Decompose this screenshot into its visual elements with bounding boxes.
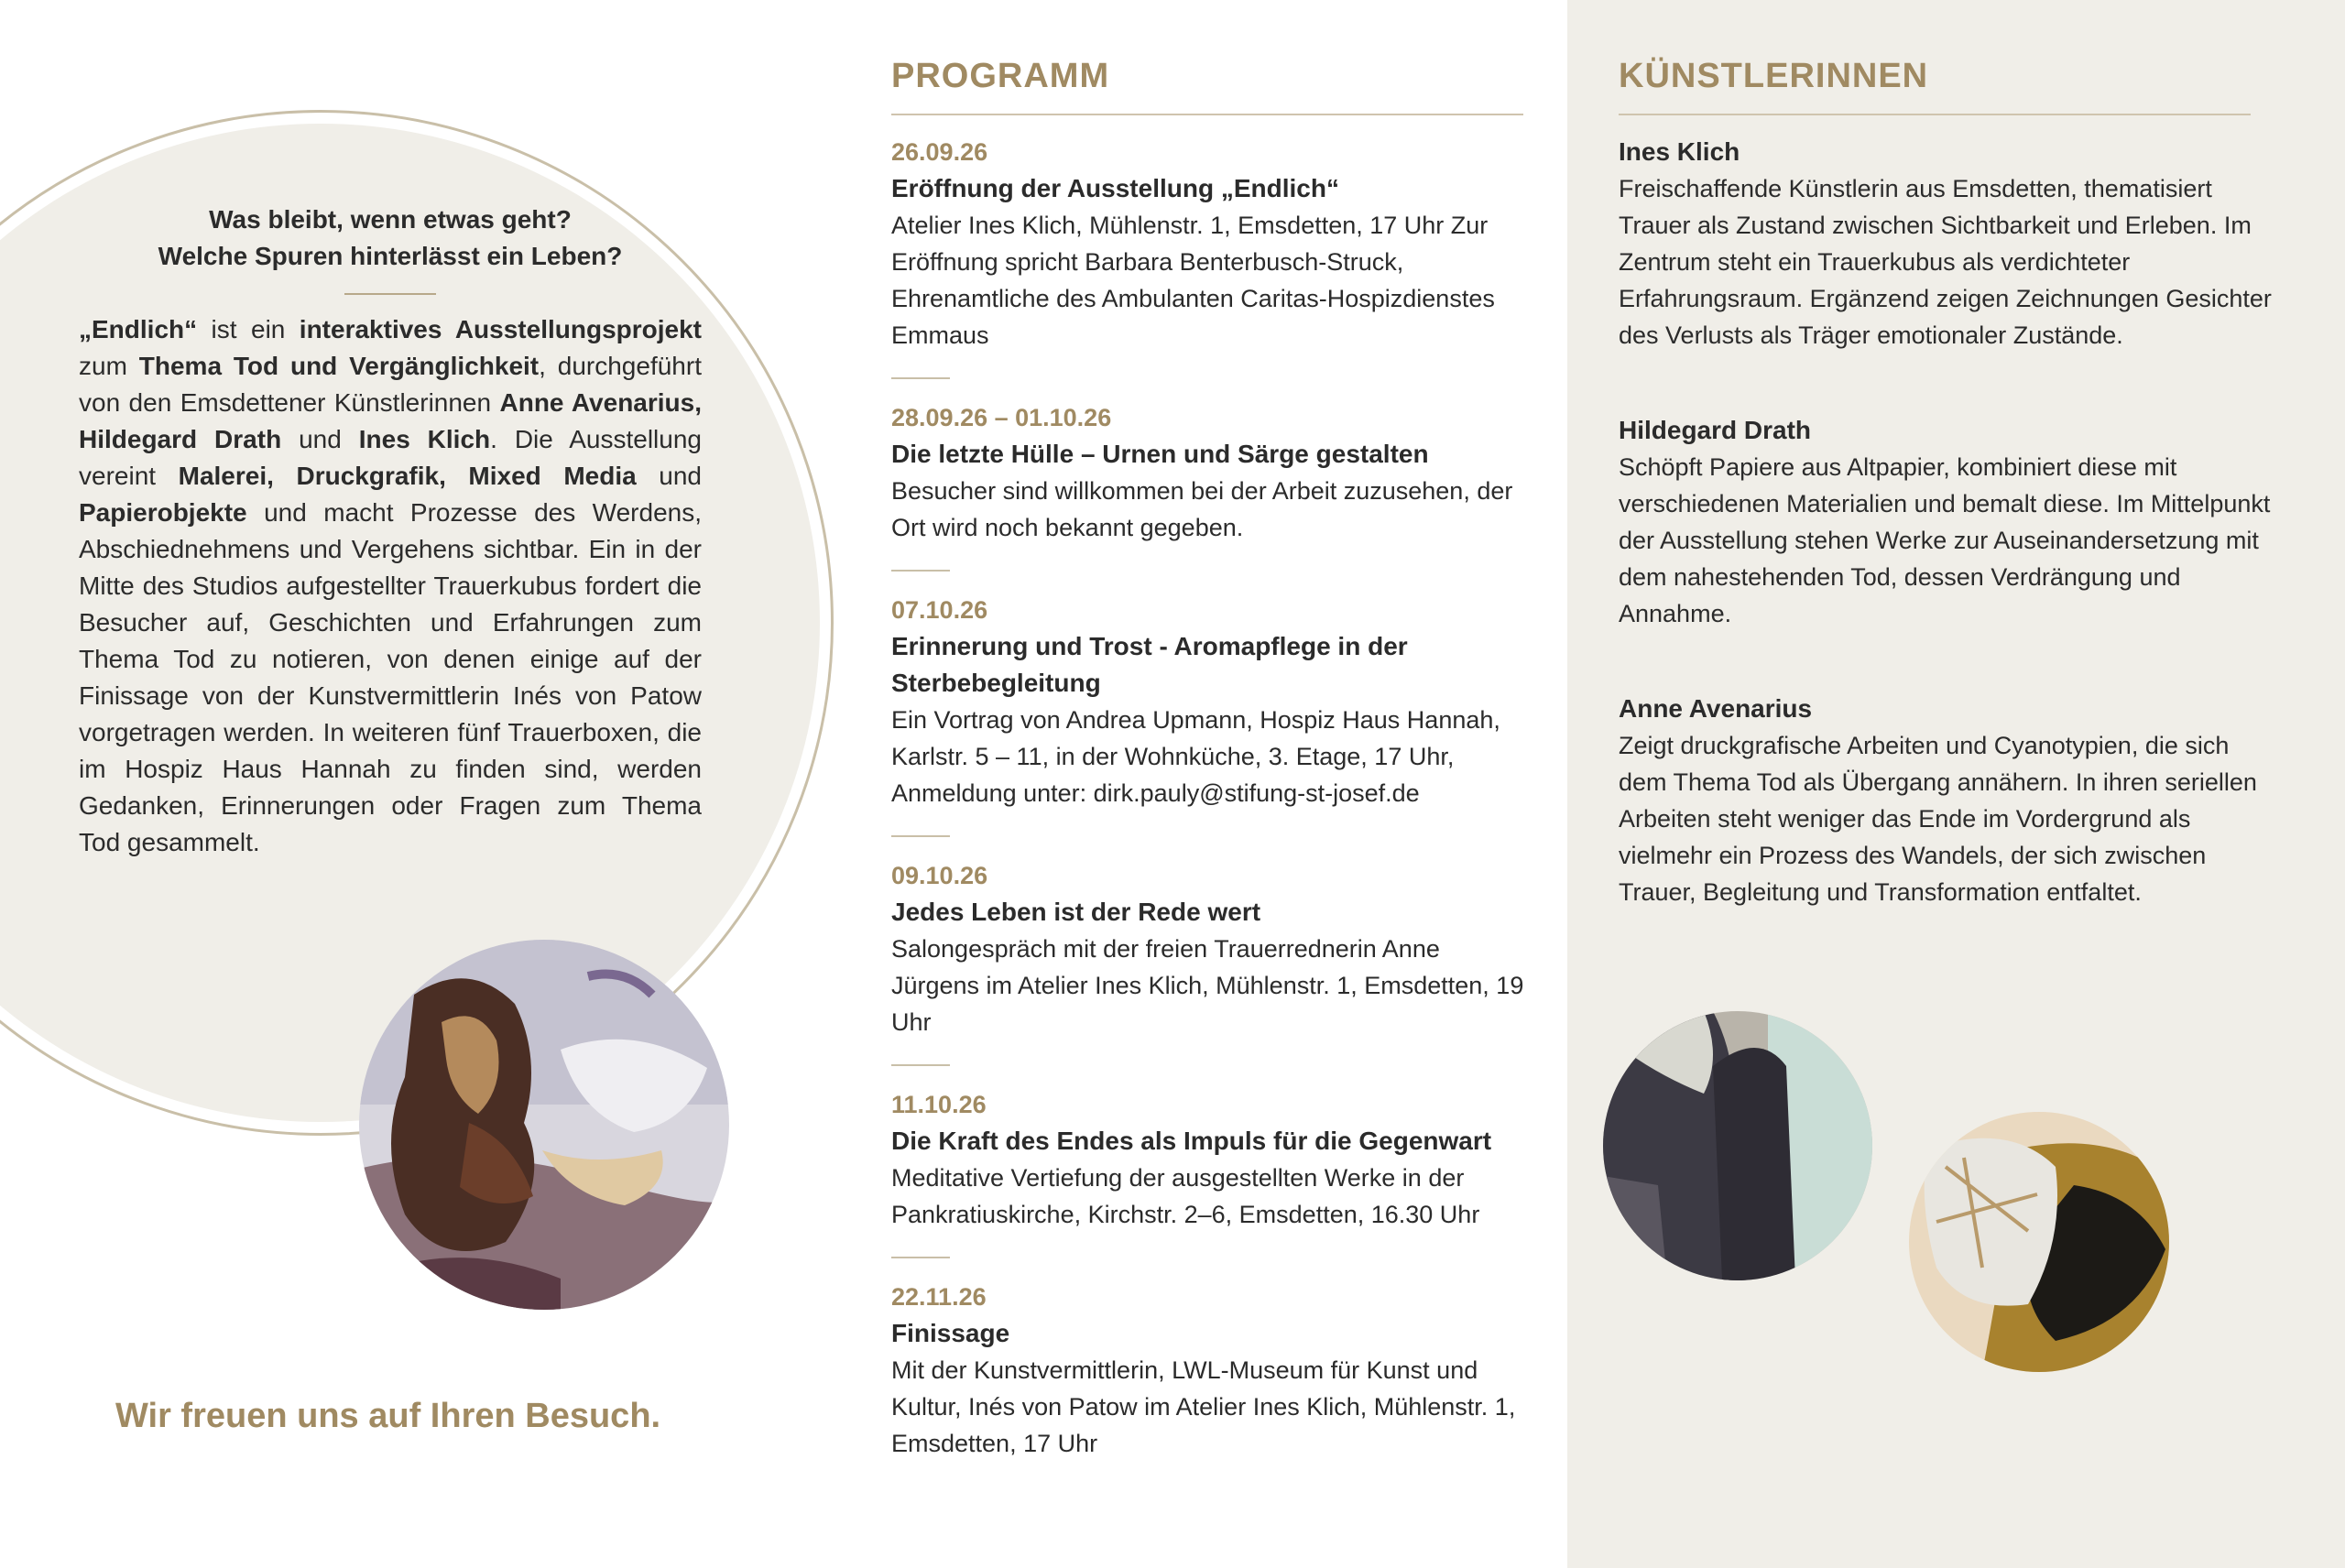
intro-question-1: Was bleibt, wenn etwas geht?	[209, 205, 572, 234]
event-item	[891, 134, 1532, 354]
event-divider	[891, 1064, 950, 1066]
artist-name: Ines Klich	[1619, 137, 1740, 166]
intro-text: . Die Ausstellung vereint	[79, 425, 702, 490]
event-title: Erinnerung und Trost - Aromapflege in der Sterbebegleitung	[891, 632, 1408, 697]
event-description: Salongespräch mit der freien Trauerrednerin Anne Jürgens im Atelier Ines Klich, Mühlenstr. 1, Emsdetten, 19 Uhr	[891, 935, 1524, 1036]
event-description: Besucher sind willkommen bei der Arbeit zuzusehen, der Ort wird noch bekannt gegeben.	[891, 477, 1513, 541]
intro-divider	[344, 293, 436, 295]
intro-text: und	[636, 462, 703, 490]
intro-emphasis: Ines Klich	[358, 425, 491, 453]
event-title: Die Kraft des Endes als Impuls für die Gegenwart	[891, 1127, 1492, 1155]
artist-item	[1619, 134, 2278, 354]
artist-name: Anne Avenarius	[1619, 694, 1813, 723]
event-description: Mit der Kunstvermittlerin, LWL-Museum für Kunst und Kultur, Inés von Patow im Atelier Ines Klich, Mühlenstr. 1, Emsdetten, 17 Uhr	[891, 1356, 1516, 1457]
event-date: 28.09.26 – 01.10.26	[891, 404, 1112, 431]
event-date: 07.10.26	[891, 596, 988, 624]
event-title: Finissage	[891, 1319, 1010, 1347]
intro-emphasis: interaktives Ausstellungsprojekt	[299, 315, 702, 343]
event-title: Jedes Leben ist der Rede wert	[891, 898, 1261, 926]
artwork-painting-figure	[359, 940, 729, 1310]
event-description: Atelier Ines Klich, Mühlenstr. 1, Emsdetten, 17 Uhr Zur Eröffnung spricht Barbara Benterbusch-Struck, Ehrenamtliche des Ambulanten Caritas-Hospizdienstes Emmaus	[891, 212, 1495, 349]
event-item	[891, 1279, 1532, 1462]
event-title: Die letzte Hülle – Urnen und Särge gestalten	[891, 440, 1429, 468]
intro-emphasis: Malerei, Druckgrafik, Mixed Media	[178, 462, 637, 490]
event-date: 09.10.26	[891, 862, 988, 889]
event-date: 26.09.26	[891, 138, 988, 166]
intro-paragraph	[79, 311, 702, 861]
kuenstlerinnen-heading-rule	[1619, 114, 2251, 115]
intro-emphasis: Papierobjekte	[79, 498, 247, 527]
event-title: Eröffnung der Ausstellung „Endlich“	[891, 174, 1339, 202]
event-item	[891, 592, 1532, 811]
artist-list	[1619, 134, 2278, 969]
programm-list	[891, 134, 1532, 1462]
event-item	[891, 399, 1532, 546]
artist-description: Schöpft Papiere aus Altpapier, kombiniert diese mit verschiedenen Materialien und bemalt diese. Im Mittelpunkt der Ausstellung stehen Werke zur Auseinandersetzung mit dem nahestehenden Tod, dessen Verdrängung und Annahme.	[1619, 453, 2271, 627]
artist-description: Zeigt druckgrafische Arbeiten und Cyanotypien, die sich dem Thema Tod als Übergang annähern. In ihren seriellen Arbeiten steht weniger das Ende im Vordergrund als vielmehr ein Prozess des Wandels, der sich zwischen Trauer, Begleitung und Transformation entfaltet.	[1619, 732, 2257, 906]
intro-question-2: Welche Spuren hinterlässt ein Leben?	[158, 242, 623, 270]
intro-project-title: „Endlich“	[79, 315, 198, 343]
event-description: Meditative Vertiefung der ausgestellten Werke in der Pankratiuskirche, Kirchstr. 2–6, Emsdetten, 16.30 Uhr	[891, 1164, 1480, 1228]
intro-text: und macht Prozesse des Werdens, Abschiednehmens und Vergehens sichtbar. Ein in der Mitte des Studios aufgestellter Trauerkubus fordert die Besucher auf, Geschichten und Erfahrungen zum Thema Tod zu notieren, von denen einige auf der Finissage von der Kunstvermittlerin Inés von Patow vorgetragen werden. In weiteren fünf Trauerboxen, die im Hospiz Haus Hannah zu finden sind, werden Gedanken, Erinnerungen oder Fragen zum Thema Tod gesammelt.	[79, 498, 702, 856]
intro-emphasis: Thema Tod und Vergänglichkeit	[138, 352, 540, 380]
programm-heading: PROGRAMM	[891, 57, 1110, 95]
intro-emphasis: Anne Avenarius, Hildegard Drath	[79, 388, 703, 453]
artist-item	[1619, 691, 2278, 910]
intro-text: , durchgeführt von den Emsdettener Künstlerinnen	[79, 352, 702, 417]
event-description: Ein Vortrag von Andrea Upmann, Hospiz Haus Hannah, Karlstr. 5 – 11, in der Wohnküche, 3. Etage, 17 Uhr, Anmeldung unter: dirk.pauly@stifung-st-josef.de	[891, 706, 1500, 807]
intro-text: zum	[79, 352, 139, 380]
artwork-gray-print	[1603, 1011, 1872, 1280]
intro-text: und	[281, 425, 359, 453]
intro-text: ist ein	[197, 315, 300, 343]
event-date: 22.11.26	[891, 1283, 987, 1311]
artist-description: Freischaffende Künstlerin aus Emsdetten, thematisiert Trauer als Zustand zwischen Sichtbarkeit und Erleben. Im Zentrum steht ein Trauerkubus als verdichteter Erfahrungsraum. Ergänzend zeigen Zeichnungen Gesichter des Verlusts als Träger emotionaler Zustände.	[1619, 175, 2272, 349]
event-divider	[891, 1257, 950, 1258]
event-item	[891, 857, 1532, 1040]
event-divider	[891, 570, 950, 572]
intro-text-block	[79, 201, 702, 861]
artwork-paper-object	[1909, 1112, 2169, 1372]
event-divider	[891, 377, 950, 379]
programm-heading-rule	[891, 114, 1523, 115]
closing-invitation: Wir freuen uns auf Ihren Besuch.	[115, 1397, 661, 1435]
event-item	[891, 1086, 1532, 1233]
artist-item	[1619, 412, 2278, 632]
event-divider	[891, 835, 950, 837]
artist-name: Hildegard Drath	[1619, 416, 1812, 444]
kuenstlerinnen-heading: KÜNSTLERINNEN	[1619, 57, 1929, 95]
event-date: 11.10.26	[891, 1091, 987, 1118]
